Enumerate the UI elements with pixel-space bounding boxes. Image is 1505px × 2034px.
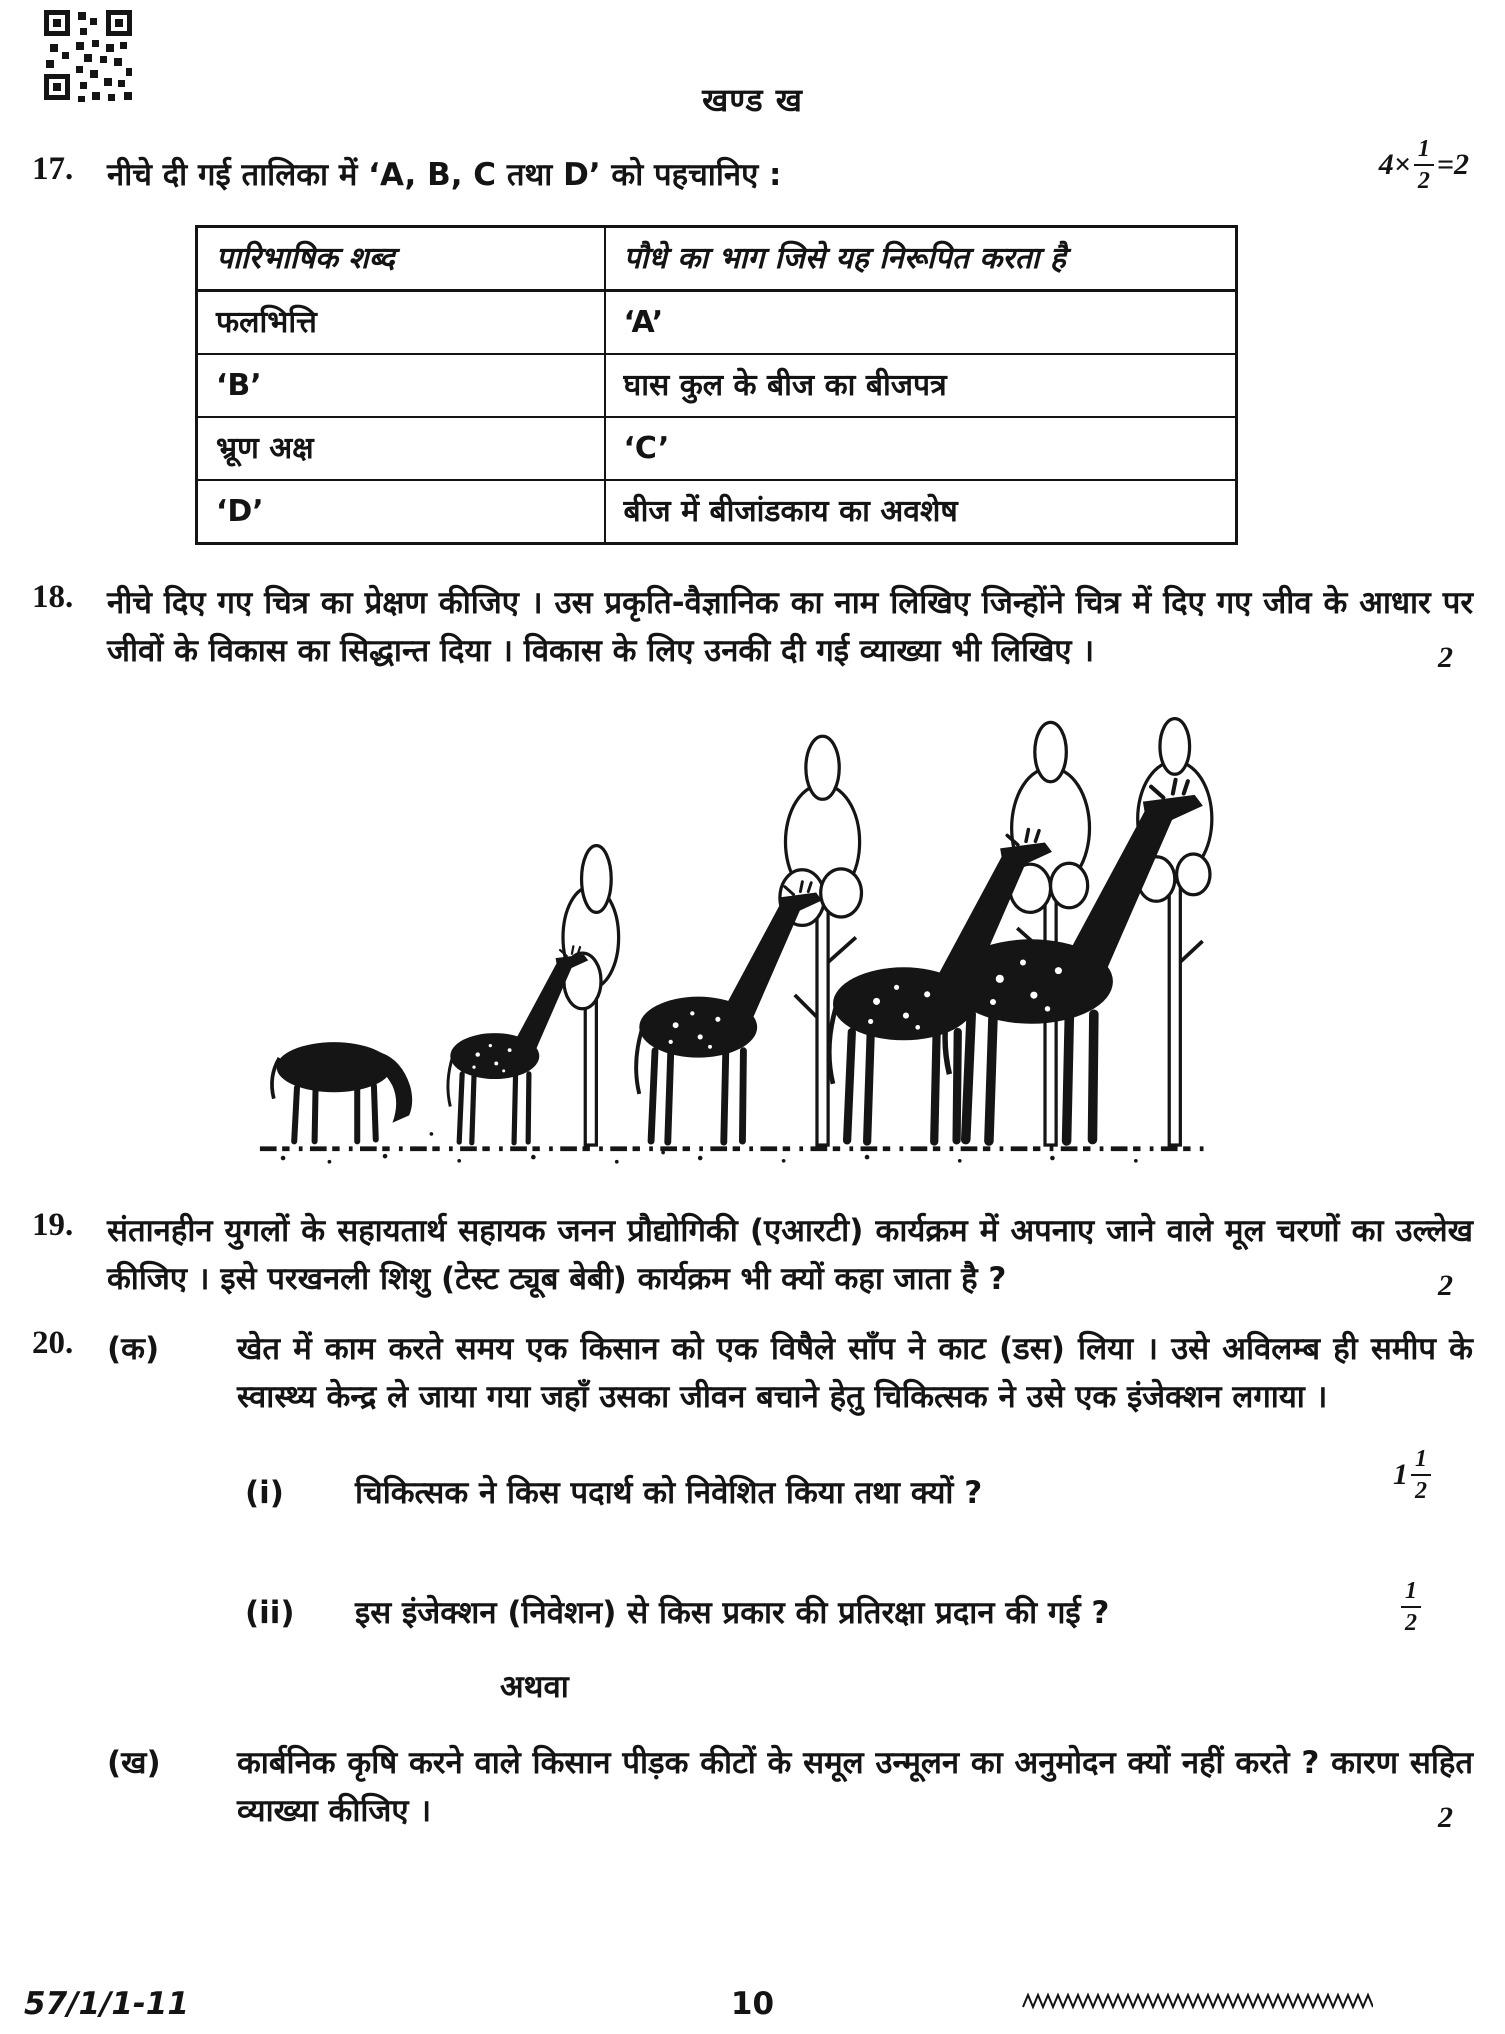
question-18-text: नीचे दिए गए चित्र का प्रेक्षण कीजिए । उस प्रकृति-वैज्ञानिक का नाम लिखिए जिन्होंने चित्र में दिए गए जीव के आधार पर जीवों के विकास का सिद्धान्त दिया । विकास के लिए उनकी दी गई व्याख्या भी लिखिए । [107, 585, 1473, 669]
question-17 [0, 136, 1505, 545]
giraffe-1 [448, 946, 588, 1143]
sub-ii-label: (ii) [245, 1595, 295, 1631]
question-20-part-a [107, 1325, 1473, 1421]
table-header-row [197, 227, 1237, 291]
part-b-text: कार्बनिक कृषि करने वाले किसान पीड़क कीटों के समूल उन्मूलन का अनुमोदन क्यों नहीं करते ? कारण सहित व्याख्या कीजिए । [237, 1745, 1473, 1829]
giraffe-2 [636, 882, 822, 1142]
table-cell: ‘D’ [197, 480, 605, 544]
or-separator: अथवा [500, 1669, 569, 1705]
table-cell: बीज में बीजांडकाय का अवशेष [605, 480, 1237, 544]
question-20-sub-i [245, 1446, 1473, 1517]
table-row [197, 480, 1237, 544]
question-20 [0, 1325, 1505, 1835]
sub-i-text: चिकित्सक ने किस पदार्थ को निवेशित किया तथा क्यों ? [355, 1475, 983, 1511]
page-number: 10 [730, 1986, 775, 2022]
part-a-label: (क) [107, 1331, 160, 1367]
marks-prefix: 4× [1378, 148, 1411, 181]
marks-fraction: $\frac{1}{2}$ [1414, 137, 1434, 193]
evolution-figure [218, 689, 1505, 1181]
tree-small [563, 846, 619, 1145]
page-footer [0, 1982, 1505, 2026]
sub-i-marks [1393, 1447, 1431, 1503]
question-18-marks: 2 [1438, 641, 1453, 674]
question-17-number: 17. [32, 151, 74, 187]
table-row [197, 354, 1237, 417]
table-header-term: पारिभाषिक शब्द [197, 227, 605, 291]
qr-code-graphic [42, 8, 134, 104]
table-cell: ‘B’ [197, 354, 605, 417]
marks-suffix: =2 [1436, 148, 1469, 181]
part-b-label: (ख) [107, 1745, 161, 1781]
question-17-marks [1379, 137, 1469, 193]
sub-ii-text: इस इंजेक्शन (निवेशन) से किस प्रकार की प्रतिरक्षा प्रदान की गई ? [355, 1595, 1110, 1631]
question-19-text: संतानहीन युगलों के सहायतार्थ सहायक जनन प्रौद्योगिकी (एआरटी) कार्यक्रम में अपनाए जाने वाले मूल चरणों का उल्लेख कीजिए । इसे परखनली शिशु (टेस्ट ट्यूब बेबी) कार्यक्रम भी क्यों कहा जाता है ? [107, 1213, 1473, 1297]
question-19 [0, 1207, 1505, 1303]
qr-code [42, 8, 134, 104]
table-cell: ‘C’ [605, 417, 1237, 480]
question-18 [0, 579, 1505, 675]
table-cell: भ्रूण अक्ष [197, 417, 605, 480]
sub-ii-marks [1401, 1579, 1421, 1635]
marks-fraction: $\frac{1}{2}$ [1401, 1579, 1421, 1635]
table-cell: फलभित्ति [197, 291, 605, 355]
tree-tall [1010, 722, 1090, 1145]
question-17-text: नीचे दी गई तालिका में ‘A, B, C तथा D’ को पहचानिए : [107, 157, 782, 193]
table-cell: ‘A’ [605, 291, 1237, 355]
part-b-marks: 2 [1438, 1801, 1453, 1834]
paper-code: 57/1/1-11 [24, 1986, 189, 2022]
marks-whole: 1 [1393, 1458, 1408, 1491]
table-row [197, 291, 1237, 355]
question-20-number: 20. [32, 1325, 74, 1361]
terms-table [195, 225, 1238, 545]
table-cell: घास कुल के बीज का बीजपत्र [605, 354, 1237, 417]
question-20-part-b [107, 1739, 1473, 1835]
table-row [197, 417, 1237, 480]
short-necked-animal [272, 1042, 412, 1141]
section-heading: खण्ड ख [702, 81, 803, 119]
table-header-plant-part: पौधे का भाग जिसे यह निरूपित करता है [605, 227, 1237, 291]
question-19-number: 19. [32, 1207, 74, 1243]
squiggle-mark [1021, 1988, 1373, 2018]
question-20-sub-ii [245, 1578, 1473, 1637]
question-19-marks: 2 [1438, 1269, 1453, 1302]
giraffe-evolution-graphic [218, 689, 1238, 1171]
sub-i-label: (i) [245, 1475, 284, 1511]
marks-fraction: $\frac{1}{2}$ [1411, 1447, 1431, 1503]
part-a-text: खेत में काम करते समय एक किसान को एक विषैले साँप ने काट (डस) लिया । उसे अविलम्ब ही समीप के स्वास्थ्य केन्द्र ले जाया गया जहाँ उसका जीवन बचाने हेतु चिकित्सक ने उसे एक इंजेक्शन लगाया । [237, 1331, 1473, 1415]
question-18-number: 18. [32, 579, 74, 615]
